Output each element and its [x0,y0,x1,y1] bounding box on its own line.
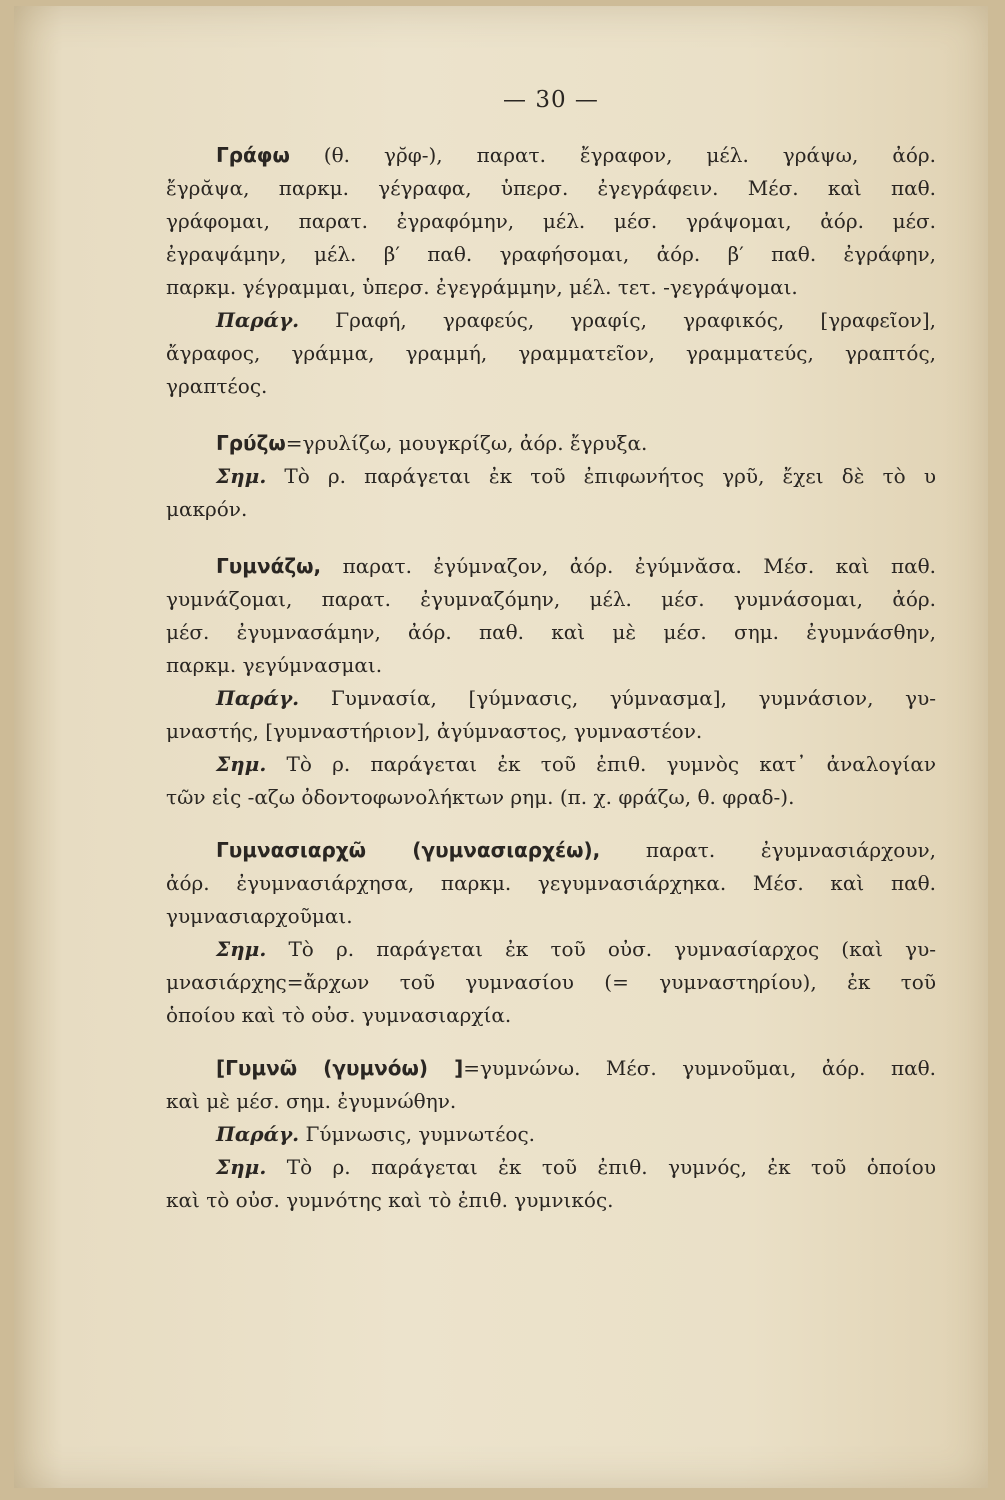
text-line [166,715,936,748]
text-line [166,304,936,337]
text-line [166,682,936,715]
text-line [166,1085,936,1118]
text-line [166,370,936,403]
text-line [166,172,936,205]
dictionary-entry [166,139,936,403]
text-line [166,649,936,682]
text-line [166,583,936,616]
line-text: μέσ. ἐγυμνασάμην, ἀόρ. παθ. καὶ μὲ μέσ. σημ. ἐγυμνάσθην, [166,620,936,644]
text-line [166,867,936,900]
text-line [166,781,936,814]
line-text: γυμνάζομαι, παρατ. ἐγυμναζόμην, μέλ. μέσ. γυμνάσομαι, ἀόρ. [166,587,936,611]
line-text: καὶ τὸ οὐσ. γυμνότης καὶ τὸ ἐπιθ. γυμνικός. [166,1188,614,1212]
text-line [166,900,936,933]
line-text: Τὸ ρ. παράγεται ἐκ τοῦ ἐπιφωνήτος γρῦ, ἔχει δὲ τὸ υ [266,464,936,488]
dictionary-entry [166,427,936,526]
text-line [166,238,936,271]
text-line [166,999,936,1032]
text-line [166,1052,936,1085]
entry-headword: [Γυμνῶ (γυμνόω) ] [216,1056,464,1080]
section-abbreviation: Σημ. [216,937,267,961]
line-text: Τὸ ρ. παράγεται ἐκ τοῦ ἐπιθ. γυμνὸς κατ᾽ ἀναλογίαν [266,752,936,776]
book-page [14,6,988,1488]
dictionary-entry [166,1052,936,1217]
line-text: γράφομαι, παρατ. ἐγραφόμην, μέλ. μέσ. γράψομαι, ἀόρ. μέσ. [166,209,936,233]
line-text: Γυμνασία, [γύμνασις, γύμνασμα], γυμνάσιον, γυ- [299,686,936,710]
dictionary-entry [166,834,936,1032]
line-text: ἔγρᾰψα, παρκμ. γέγραφα, ὑπερσ. ἐγεγράφειν. Μέσ. καὶ παθ. [166,176,936,200]
page-text [166,84,936,1217]
line-text: =γυμνώνω. Μέσ. γυμνοῦμαι, ἀόρ. παθ. [463,1056,936,1080]
entry-headword: Γυμνάζω, [216,554,322,578]
line-text: καὶ μὲ μέσ. σημ. ἐγυμνώθην. [166,1089,457,1113]
line-text: (θ. γρ̆φ-), παρατ. ἔγραφον, μέλ. γράψω, ἀόρ. [289,143,936,167]
entry-spacer [166,1032,936,1052]
dictionary-entry [166,550,936,814]
line-text: ἄγραφος, γράμμα, γραμμή, γραμματεῖον, γραμματεύς, γραπτός, [166,341,936,365]
line-text: μακρόν. [166,497,248,521]
entry-headword: Γρύζω [216,431,286,455]
text-line [166,748,936,781]
text-line [166,1118,936,1151]
line-text: ἀόρ. ἐγυμνασιάρχησα, παρκμ. γεγυμνασιάρχηκα. Μέσ. καὶ παθ. [166,871,936,895]
line-text: Γύμνωσις, γυμνωτέος. [299,1122,536,1146]
line-text: ἐγραψάμην, μέλ. β′ παθ. γραφήσομαι, ἀόρ. β′ παθ. ἐγράφην, [166,242,936,266]
line-text: γυμνασιαρχοῦμαι. [166,904,353,928]
text-line [166,1184,936,1217]
text-line [166,271,936,304]
entry-headword: Γράφω [216,143,290,167]
line-text: Τὸ ρ. παράγεται ἐκ τοῦ οὐσ. γυμνασίαρχος (καὶ γυ- [266,937,936,961]
line-text: παρατ. ἐγύμναζον, ἀόρ. ἐγύμνᾰσα. Μέσ. καὶ παθ. [321,554,936,578]
entry-headword: Γυμνασιαρχῶ (γυμνασιαρχέω), [216,838,601,862]
text-line [166,550,936,583]
line-text: παρατ. ἐγυμνασιάρχουν, [600,838,936,862]
section-abbreviation: Σημ. [216,464,267,488]
text-line [166,460,936,493]
text-line [166,966,936,999]
text-line [166,337,936,370]
line-text: ὁποίου καὶ τὸ οὐσ. γυμνασιαρχία. [166,1003,512,1027]
line-text: γραπτέος. [166,374,268,398]
page-number: — 30 — [503,87,599,113]
line-text: παρκμ. γεγύμνασμαι. [166,653,383,677]
line-text: μνασιάρχης=ἄρχων τοῦ γυμνασίου (= γυμναστηρίου), ἐκ τοῦ [166,970,936,994]
section-abbreviation: Παράγ. [216,308,300,332]
entry-spacer [166,814,936,834]
text-line [166,493,936,526]
line-text: =γρυλίζω, μουγκρίζω, ἀόρ. ἔγρυξα. [285,431,648,455]
line-text: Γραφή, γραφεύς, γραφίς, γραφικός, [γραφεῖον], [299,308,936,332]
line-text: Τὸ ρ. παράγεται ἐκ τοῦ ἐπιθ. γυμνός, ἐκ τοῦ ὁποίου [266,1155,936,1179]
text-line [166,427,936,460]
dictionary-entries [166,139,936,1217]
text-line [166,1151,936,1184]
section-abbreviation: Παράγ. [216,1122,300,1146]
line-text: μναστής, [γυμναστήριον], ἀγύμναστος, γυμναστέον. [166,719,703,743]
section-abbreviation: Παράγ. [216,686,300,710]
section-abbreviation: Σημ. [216,1155,267,1179]
text-line [166,834,936,867]
text-line [166,616,936,649]
section-abbreviation: Σημ. [216,752,267,776]
text-line [166,139,936,172]
text-line [166,933,936,966]
line-text: τῶν εἰς -αζω ὀδοντοφωνολήκτων ρημ. (π. χ. φράζω, θ. φραδ-). [166,785,795,809]
text-line [166,205,936,238]
entry-spacer [166,526,936,550]
line-text: παρκμ. γέγραμμαι, ὑπερσ. ἐγεγράμμην, μέλ. τετ. -γεγράψομαι. [166,275,798,299]
entry-spacer [166,403,936,427]
